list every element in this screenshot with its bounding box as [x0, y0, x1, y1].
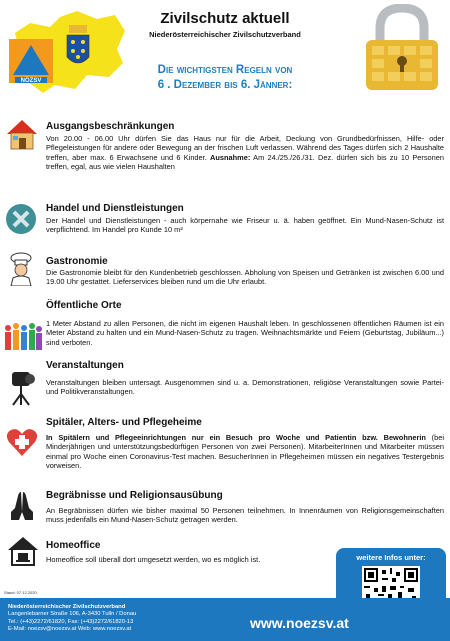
section-title-veranstaltungen: Veranstaltungen: [46, 360, 124, 371]
section-body-begraebnisse: An Begräbnissen dürfen wie bisher maximal 50 Personen teilnehmen. In Innenräumen von Religionsgemeinschaften muss jedenfalls ein Mund-Nasen-Schutz getragen werden.: [46, 506, 444, 525]
footer-website-link[interactable]: www.noezsv.at: [250, 615, 349, 631]
section-title-oeffentliche-orte: Öffentliche Orte: [46, 300, 122, 311]
section-body-oeffentliche-orte: 1 Meter Abstand zu allen Personen, die nicht im eigenen Haushalt leben. In geschlossenen öffentlichen Räumen ist ein Meter Abstand zu halten und ein Mund-Nasen-Schutz zu tragen. Weihnachtsmärkte und Feiern (Geburtstag, Jubiläum...) sind verboten.: [46, 319, 444, 347]
section-body-veranstaltungen: Veranstaltungen bleiben untersagt. Ausgenommen sind u. a. Demonstrationen, religiöse Veranstaltungen sowie Partei- und Politikveranstaltungen.: [46, 378, 444, 397]
footer-org: Niederösterreichischer Zivilschutzverband: [8, 604, 126, 610]
section-body-homeoffice: Homeoffice soll überall dort umgesetzt werden, wo es möglich ist.: [46, 555, 261, 564]
page-subtitle: Niederösterreichischer Zivilschutzverband: [149, 30, 301, 39]
info-label: weitere Infos unter:: [356, 553, 426, 562]
house-icon: [5, 118, 37, 150]
nozsv-logo: [5, 5, 130, 97]
footer-address: Langenlebarner Straße 106, A-3430 Tulln / Donau: [8, 611, 137, 618]
section-text-bold: In Spitälern und Pflegeeinrichtungen nur ein Besuch pro Woche und Patientin bzw. Bewohnerin: [46, 433, 426, 442]
section-title-spitaeler: Spitäler, Alters- und Pflegeheime: [46, 417, 202, 428]
section-body-spitaeler: [46, 433, 444, 471]
section-text: (bei Minderjährigen und unterstützungsbedürftigen Personen von zwei Personen). MitarbeiterInnen und Mitarbeiter müssen einmal pro Woche einen Coronavirus-Test machen. BesucherInnen in Pflegeheimen müssen ein negatives Testergebnis vorweisen.: [46, 433, 444, 471]
page-title: Zivilschutz aktuell: [160, 10, 290, 27]
footer-contact: [8, 604, 218, 634]
footer-phone: Tel.: (+43)2272/61820, Fax: (+43)2272/61820-13: [8, 618, 134, 625]
section-title-gastronomie: Gastronomie: [46, 256, 108, 267]
section-body-ausgangsbeschraenkungen: [46, 134, 444, 172]
headline-line-1: Die wichtigsten Regeln von: [157, 64, 293, 76]
exception-text: Am 24./25./26./31. Dez. dürfen sich bis zu 10 Personen treffen, egal, aus wie vielen Haushalten: [46, 152, 444, 172]
chef-icon: [5, 252, 37, 284]
stand-date: Stand: 07.12.2020: [4, 590, 37, 595]
headline: [120, 63, 330, 93]
footer-email[interactable]: E-Mail: noezsv@noezsv.at Web: www.noezsv.at: [8, 626, 132, 633]
spotlight-icon: [6, 366, 38, 398]
medical-heart-icon: [6, 427, 38, 459]
section-title-handel: Handel und Dienstleistungen: [46, 203, 184, 214]
section-title-ausgangsbeschraenkungen: Ausgangsbeschränkungen: [46, 121, 175, 132]
section-body-gastronomie: Die Gastronomie bleibt für den Kundenbetrieb geschlossen. Abholung von Speisen und Getränken ist zwischen 6.00 und 19.00 Uhr gestattet. Lieferservices bleiben rund um die Uhr erlaubt.: [46, 268, 444, 287]
exception-label: Ausnahme:: [210, 152, 251, 162]
tools-icon: [5, 203, 37, 235]
people-icon: [3, 320, 43, 352]
section-title-begraebnisse: Begräbnisse und Religionsausübung: [46, 490, 223, 501]
home-office-icon: [7, 536, 39, 568]
padlock-icon: [360, 4, 444, 92]
praying-hands-icon: [7, 490, 39, 522]
svg-text:NÖZSV: NÖZSV: [20, 78, 42, 84]
headline-line-2: 6 . Dezember bis 6. Jänner:: [157, 79, 293, 91]
section-text: Von 20.00 - 06.00 Uhr dürfen Sie das Haus nur für die Arbeit, Deckung von Grundbedürfnissen, Hilfe- oder Pflegeleistungen für andere oder Bewegung an der frischen Luft verlassen. Während des Tages dürfen sich 2 Haushalte treffen, aber max. 6 Erwachsene und 6 Kinder.: [46, 134, 444, 162]
section-title-homeoffice: Homeoffice: [46, 540, 101, 551]
section-body-handel: Der Handel und Dienstleistungen - auch körpernahe wie Friseur u. ä. haben geöffnet. Ein Mund-Nasen-Schutz ist verpflichtend. Im Handel pro Kunde 10 m²: [46, 216, 444, 235]
